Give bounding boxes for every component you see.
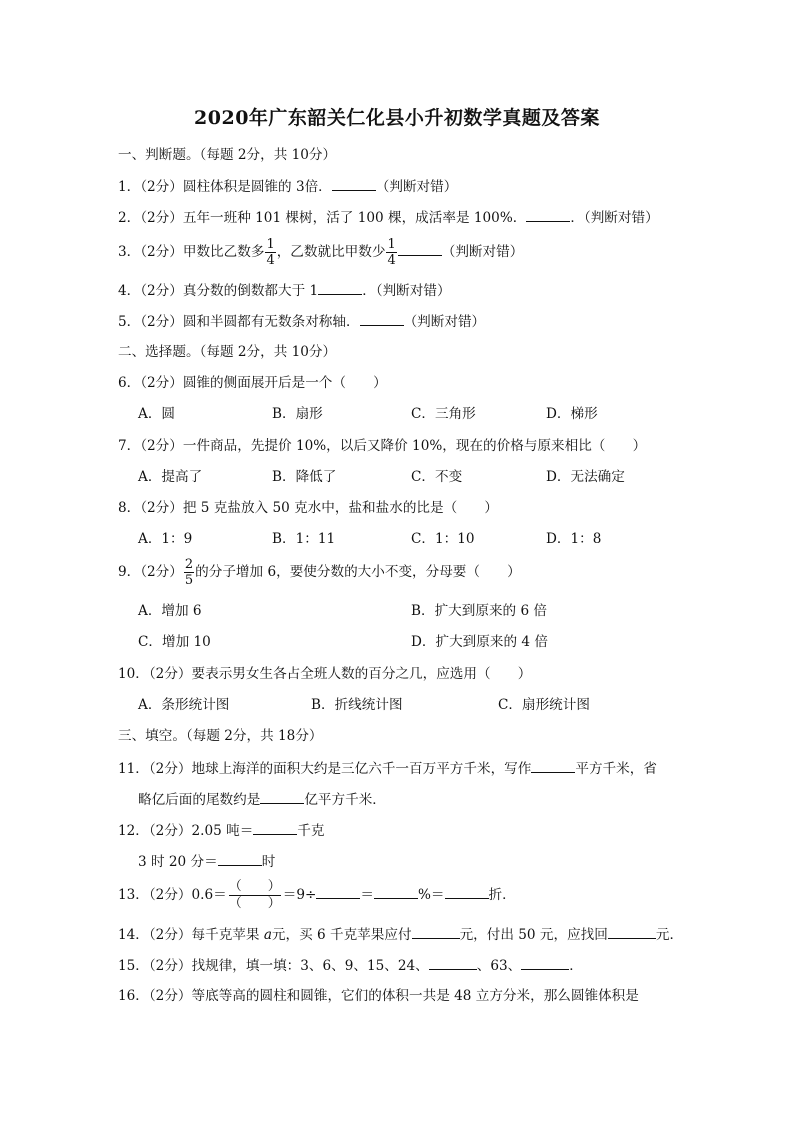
option-d[interactable]: D．梯形 [546, 406, 598, 422]
question-text: 4．（2分）真分数的倒数都大于 1 [118, 283, 319, 299]
answer-blank[interactable] [429, 955, 477, 970]
question-text: 时 [261, 854, 276, 870]
question-6: 6．（2分）圆锥的侧面展开后是一个（ ） [118, 375, 387, 391]
question-text: ＝ [360, 887, 374, 903]
variable: a [263, 927, 272, 943]
option-a[interactable]: A．1：9 [138, 531, 193, 547]
question-text: 亿平方千米． [304, 792, 386, 808]
option-d[interactable]: D．扩大到原来的 4 倍 [411, 634, 548, 650]
answer-blank[interactable] [374, 884, 418, 899]
paren-fraction[interactable]: $\frac{( )}{( )}$ [228, 879, 281, 911]
answer-blank[interactable] [398, 241, 442, 256]
option-d[interactable]: D．1：8 [546, 531, 602, 547]
question-text: 13．（2分）0.6＝ [118, 887, 227, 903]
answer-blank[interactable] [608, 924, 656, 939]
fraction: $\frac{2}{5}$ [184, 557, 194, 588]
section-heading-1: 一、判断题。（每题 2分，共 10分） [118, 147, 337, 163]
question-text: 1．（2分）圆柱体积是圆锥的 3倍． [118, 179, 332, 195]
option-b[interactable]: B．折线统计图 [311, 697, 403, 713]
question-text: 、63、 [476, 958, 522, 974]
question-5 [118, 311, 485, 332]
question-text: 折． [488, 887, 516, 903]
question-text: 平方千米，省 [575, 761, 657, 777]
question-3 [118, 237, 523, 268]
question-text: 的分子增加 6，要使分数的大小不变，分母要（ ） [195, 564, 521, 580]
question-text: 15．（2分）找规律，填一填：3、6、9、15、24、 [118, 958, 429, 974]
answer-blank[interactable] [332, 176, 376, 191]
question-16: 16．（2分）等底等高的圆柱和圆锥，它们的体积一共是 48 立方分米，那么圆锥体积是 [118, 988, 639, 1004]
answer-blank[interactable] [445, 884, 489, 899]
answer-blank[interactable] [318, 280, 362, 295]
answer-blank[interactable] [412, 924, 460, 939]
question-text: 元． [655, 927, 684, 943]
question-text: 元，付出 50 元，应找回 [459, 927, 608, 943]
question-text: 元，买 6 千克苹果应付 [271, 927, 412, 943]
question-text: 9．（2分） [118, 564, 183, 580]
question-text: ．（判断对错） [570, 210, 659, 226]
question-text: 3 时 20 分＝ [138, 854, 218, 870]
option-c[interactable]: C．1：10 [411, 531, 475, 547]
answer-blank[interactable] [253, 820, 297, 835]
question-text: ． [569, 958, 583, 974]
question-text: 千克 [297, 823, 325, 839]
question-text: 2．（2分）五年一班种 101 棵树，活了 100 棵，成活率是 100%． [118, 210, 527, 226]
answer-blank[interactable] [531, 758, 575, 773]
option-b[interactable]: B．1：11 [272, 531, 336, 547]
question-9 [118, 557, 521, 588]
page-title: 2020年广东韶关仁化县小升初数学真题及答案 [194, 107, 600, 129]
option-c[interactable]: C．增加 10 [138, 634, 211, 650]
answer-blank[interactable] [526, 207, 570, 222]
question-12 [118, 820, 324, 841]
question-text: %＝ [417, 887, 445, 903]
option-b[interactable]: B．降低了 [272, 469, 337, 485]
question-text: （判断对错） [441, 244, 524, 260]
question-12-continued [138, 851, 275, 872]
answer-blank[interactable] [521, 955, 569, 970]
question-text: 12．（2分）2.05 吨＝ [118, 823, 254, 839]
option-c[interactable]: C．扇形统计图 [498, 697, 590, 713]
question-text: （判断对错） [375, 179, 458, 195]
question-10: 10．（2分）要表示男女生各占全班人数的百分之几，应选用（ ） [118, 666, 532, 682]
question-2 [118, 207, 659, 228]
option-c[interactable]: C．不变 [411, 469, 463, 485]
fraction: $\frac{1}{4}$ [266, 237, 275, 268]
option-b[interactable]: B．扇形 [272, 406, 323, 422]
question-text: （判断对错） [403, 314, 486, 330]
question-4 [118, 280, 451, 301]
question-11-continued [138, 789, 386, 810]
answer-blank[interactable] [260, 789, 304, 804]
question-7: 7．（2分）一件商品，先提价 10%，以后又降价 10%，现在的价格与原来相比（ ） [118, 438, 647, 454]
option-b[interactable]: B．扩大到原来的 6 倍 [411, 603, 548, 619]
question-text: 3．（2分）甲数比乙数多 [118, 244, 265, 260]
option-a[interactable]: A．增加 6 [138, 603, 202, 619]
question-text: ．（判断对错） [362, 283, 451, 299]
answer-blank[interactable] [360, 311, 404, 326]
question-text: 5．（2分）圆和半圆都有无数条对称轴． [118, 314, 360, 330]
question-text: 14．（2分）每千克苹果 [118, 927, 264, 943]
question-text: 略亿后面的尾数约是 [138, 792, 261, 808]
question-text: ＝9÷ [282, 887, 317, 903]
section-heading-3: 三、填空。（每题 2分，共 18分） [118, 728, 323, 744]
fraction: $\frac{1}{4}$ [387, 237, 396, 268]
answer-blank[interactable] [316, 884, 360, 899]
question-8: 8．（2分）把 5 克盐放入 50 克水中，盐和盐水的比是（ ） [118, 500, 498, 516]
option-c[interactable]: C．三角形 [411, 406, 476, 422]
question-text: 11．（2分）地球上海洋的面积大约是三亿六千一百万平方千米，写作 [118, 761, 532, 777]
option-a[interactable]: A．提高了 [138, 469, 203, 485]
answer-blank[interactable] [218, 851, 262, 866]
question-13 [118, 878, 516, 912]
question-1 [118, 176, 457, 197]
question-15 [118, 955, 583, 976]
question-14 [118, 924, 683, 945]
question-11 [118, 758, 657, 779]
option-d[interactable]: D．无法确定 [546, 469, 625, 485]
section-heading-2: 二、选择题。（每题 2分，共 10分） [118, 344, 337, 360]
option-a[interactable]: A．圆 [138, 406, 176, 422]
option-a[interactable]: A．条形统计图 [138, 697, 230, 713]
question-text: ，乙数就比甲数少 [276, 244, 386, 260]
